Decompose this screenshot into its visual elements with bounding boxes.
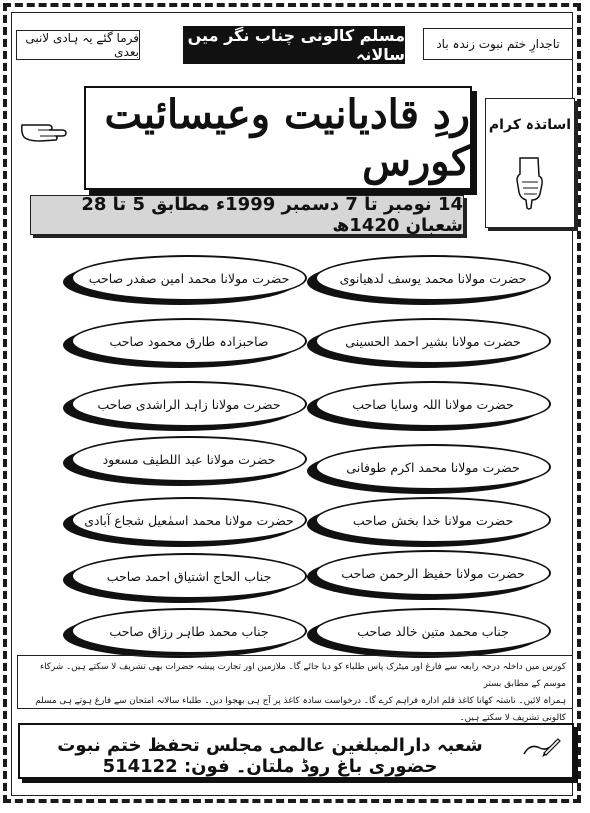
- teacher-name: حضرت مولانا محمد اسمٰعیل شجاع آبادی: [84, 512, 294, 528]
- course-title-box: [84, 86, 472, 190]
- pen-icon: [520, 735, 562, 759]
- date-bar: [30, 195, 464, 235]
- teacher-name: حضرت مولانا اللہ وسایا صاحب: [352, 396, 514, 412]
- hand-pointing-down-icon: [512, 154, 546, 210]
- course-title: ردِ قادیانیت وعیسائیت کورس: [104, 91, 470, 185]
- teacher-oval: [315, 444, 557, 496]
- teacher-oval: [315, 255, 557, 307]
- teachers-box: [485, 98, 575, 228]
- slogan-right-text: تاجدارِ ختم نبوت زندہ باد: [436, 37, 560, 51]
- teacher-name: حضرت مولانا خدا بخش صاحب: [352, 512, 514, 528]
- teacher-oval: [315, 550, 557, 602]
- teacher-name: حضرت مولانا بشیر احمد الحسینی: [345, 333, 521, 349]
- date-text: 14 نومبر تا 7 دسمبر 1999ء مطابق 5 تا 28 شعبان 1420ھ: [81, 194, 463, 236]
- teacher-name: حضرت مولانا حفیظ الرحمن صاحب: [341, 565, 525, 581]
- teacher-oval: [71, 608, 313, 660]
- pointing-hand-icon: [18, 115, 70, 145]
- teacher-name: حضرت مولانا محمد امین صفدر صاحب: [88, 270, 290, 286]
- slogan-left-tag: [16, 30, 140, 60]
- teacher-oval: [71, 381, 313, 433]
- header-banner-text: مسلم کالونی چناب نگر میں سالانہ: [187, 26, 405, 64]
- teacher-name: جناب محمد طاہر رزاق صاحب: [109, 623, 269, 639]
- teacher-oval: [71, 553, 313, 605]
- teacher-name: صاحبزادہ طارق محمود صاحب: [109, 333, 269, 349]
- teacher-oval: [315, 381, 557, 433]
- note-line: کورس میں داخلہ درجہ رابعہ سے فارغ اور میٹرک پاس طلباء کو دیا جائے گا۔ ملازمین اور تجارت پیشہ حضرات بھی تشریف لا سکتے ہیں۔ شرکاء موسم کے مطابق بستر: [39, 662, 566, 689]
- slogan-right-tag: [423, 28, 573, 60]
- teacher-oval: [315, 608, 557, 660]
- footer-box: [18, 723, 574, 779]
- footer-address: شعبہ دارالمبلغین عالمی مجلس تحفظ ختم نبوت حضوری باغ روڈ ملتان۔ فون: 514122: [57, 735, 483, 777]
- header-banner: [183, 26, 405, 64]
- teacher-oval: [71, 318, 313, 370]
- teacher-name: حضرت مولانا عبد اللطیف مسعود: [102, 451, 276, 467]
- teacher-name: حضرت مولانا زاہد الراشدی صاحب: [97, 396, 281, 412]
- slogan-left-text: فرما گئے یہ ہادی لانبی بعدی: [25, 31, 139, 59]
- teacher-oval: [315, 497, 557, 549]
- admission-notes: [17, 655, 573, 723]
- teacher-name: جناب الحاج اشتیاق احمد صاحب: [106, 568, 272, 584]
- teacher-name: حضرت مولانا محمد اکرم طوفانی: [346, 459, 520, 475]
- note-line: ہمراہ لائیں۔ ناشتہ کھانا کاغذ قلم ادارہ فراہم کرے گا۔ درخواست سادہ کاغذ پر آج ہی بھجوا دیں۔ طلباء سالانہ امتحان سے فارغ ہوتے ہی مسلم کالونی تشریف لا سکتے ہیں۔: [35, 696, 566, 723]
- teacher-name: جناب محمد متین خالد صاحب: [357, 623, 509, 639]
- teacher-oval: [71, 436, 313, 488]
- teachers-label: اساتذہ کرام: [488, 117, 572, 133]
- teacher-oval: [315, 318, 557, 370]
- teacher-oval: [71, 497, 313, 549]
- teacher-name: حضرت مولانا محمد یوسف لدھیانوی: [339, 270, 527, 286]
- teacher-oval: [71, 255, 313, 307]
